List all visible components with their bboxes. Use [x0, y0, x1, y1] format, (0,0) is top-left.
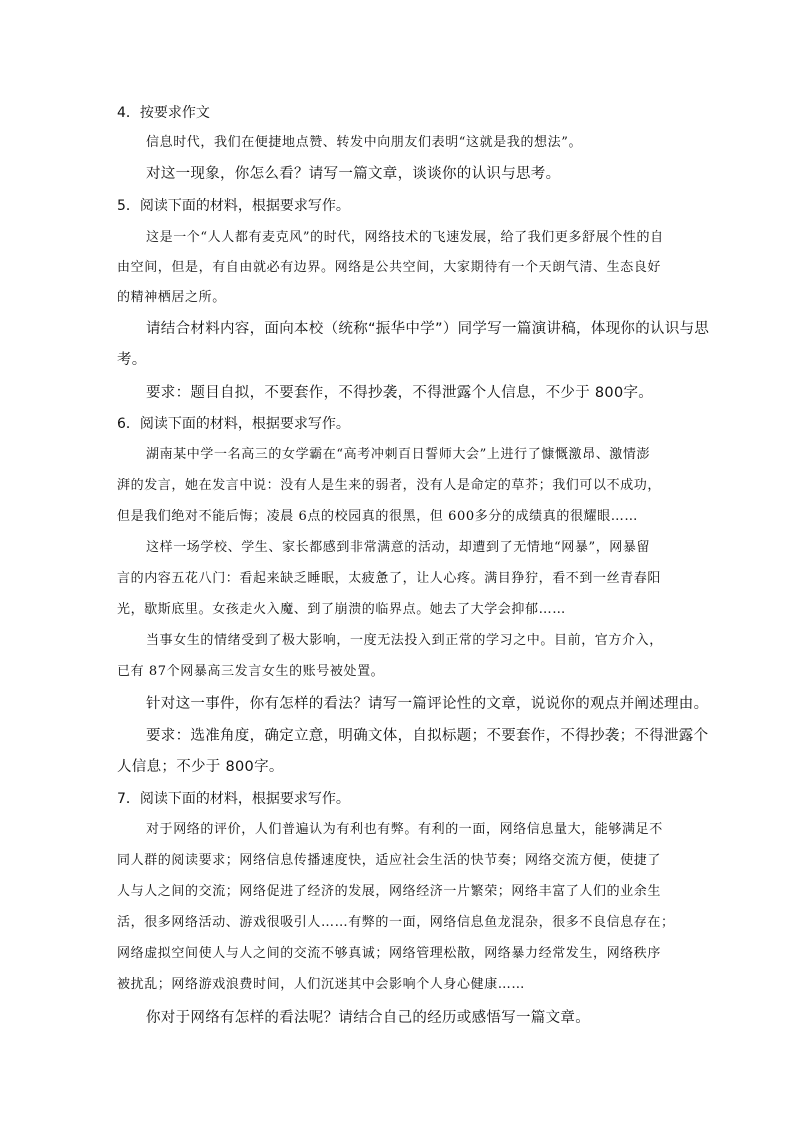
q6-material-line: 湃的发言，她在发言中说：没有人是生来的弱者，没有人是命定的草芥；我们可以不成功，: [117, 478, 662, 493]
q6-material-line: 但是我们绝对不能后悔；凌晨 6点的校园真的很黑，但 600多分的成绩真的很耀眼……: [117, 509, 638, 524]
q7-prompt-line: 你对于网络有怎样的看法呢？请结合自己的经历或感悟写一篇文章。: [146, 1010, 590, 1026]
q6-material-line: 言的内容五花八门：看起来缺乏睡眠，太疲惫了，让人心疼。满目狰狞，看不到一丝青春阳: [117, 571, 662, 586]
q5-heading: 5．阅读下面的材料，根据要求写作。: [117, 198, 350, 214]
q4-prompt-line: 对这一现象，你怎么看？请写一篇文章，谈谈你的认识与思考。: [146, 166, 561, 182]
q7-material-line: 对于网络的评价，人们普遍认为有利也有弊。有利的一面，网络信息量大，能够满足不: [146, 822, 663, 837]
q7-material-line: 同人群的阅读要求；网络信息传播速度快，适应社会生活的快节奏；网络交流方便，使捷了: [117, 853, 662, 868]
q7-material-line: 人与人之间的交流；网络促进了经济的发展，网络经济一片繁荣；网络丰富了人们的业余生: [117, 884, 662, 899]
q6-requirement-line: 要求：选准角度，确定立意，明确文体，自拟标题；不要套作，不得抄袭；不得泄露个: [146, 728, 709, 744]
q7-material-line: 网络虚拟空间使人与人之间的交流不够真诚；网络管理松散，网络暴力经常发生，网络秩序: [117, 946, 662, 961]
q5-material-line: 这是一个“人人都有麦克风”的时代，网络技术的飞速发展，给了我们更多舒展个性的自: [146, 230, 664, 245]
q6-material-line: 当事女生的情绪受到了极大影响，一度无法投入到正常的学习之中。目前，官方介入，: [146, 633, 663, 648]
q6-prompt-line: 针对这一事件，你有怎样的看法？请写一篇评论性的文章，说说你的观点并阐述理由。: [146, 696, 709, 712]
q7-material-line: 被扰乱；网络游戏浪费时间，人们沉迷其中会影响个人身心健康……: [117, 977, 526, 992]
q6-material-line: 这样一场学校、学生、家长都感到非常满意的活动，却遭到了无情地“网暴”，网暴留: [146, 540, 651, 555]
q7-heading: 7．阅读下面的材料，根据要求写作。: [117, 791, 350, 807]
q7-material-line: 活，很多网络活动、游戏很吸引人……有弊的一面，网络信息鱼龙混杂，很多不良信息存在；: [117, 915, 675, 930]
q6-heading: 6．阅读下面的材料，根据要求写作。: [117, 416, 350, 432]
q5-prompt-line: 请结合材料内容，面向本校（统称“振华中学”）同学写一篇演讲稿，体现你的认识与思: [146, 321, 710, 337]
q6-material-line: 湖南某中学一名高三的女学霸在“高考冲刺百日誓师大会”上进行了慷慨激昂、激情澎: [146, 447, 651, 462]
q6-requirement-line: 人信息；不少于 800字。: [117, 759, 284, 775]
q6-material-line: 光，歇斯底里。女孩走火入魔、到了崩溃的临界点。她去了大学会抑郁……: [117, 602, 566, 617]
q5-material-line: 由空间，但是，有自由就必有边界。网络是公共空间，大家期待有一个天朗气清、生态良好: [117, 260, 662, 275]
q5-prompt-line: 考。: [117, 352, 147, 368]
q4-heading: 4．按要求作文: [117, 105, 210, 121]
q5-requirement-line: 要求：题目自拟，不要套作，不得抄袭，不得泄露个人信息，不少于 800字。: [146, 385, 654, 401]
q5-material-line: 的精神栖居之所。: [117, 290, 226, 305]
q4-material-line: 信息时代，我们在便捷地点赞、转发中向朋友们表明“这就是我的想法”。: [146, 135, 583, 150]
q6-material-line: 已有 87个网暴高三发言女生的账号被处置。: [117, 664, 385, 679]
